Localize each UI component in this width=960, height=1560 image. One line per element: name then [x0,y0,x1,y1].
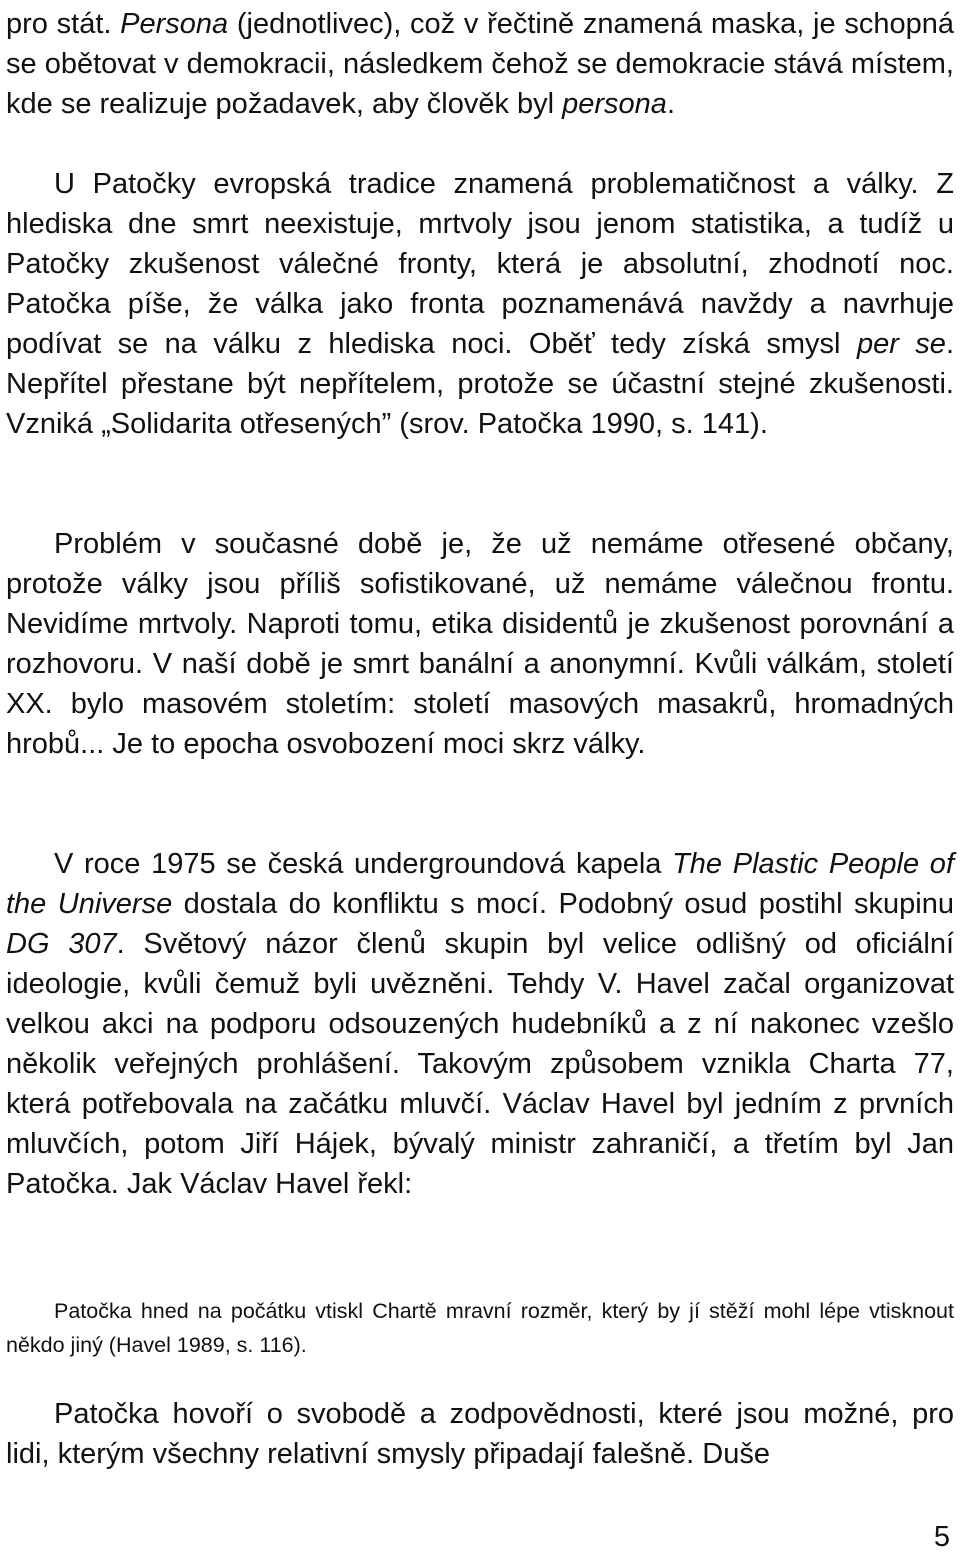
paragraph-4 [6,844,954,1204]
paragraph-closing: Patočka hovoří o svobodě a zodpovědnosti, které jsou možné, pro lidi, kterým všechny relativní smysly připadají falešně. Duše [6,1398,954,1470]
italic-term: Persona [120,8,229,40]
page-number: 5 [933,1521,950,1553]
text-run: V roce 1975 se česká undergroundová kapela [54,848,673,880]
text-run: . [666,88,676,120]
text-run: pro stát. [6,8,121,40]
text-run: (jednotlivec), což v řečtině znamená maska, je schopná se obětovat v demokracii, následkem čehož se demokracie stává místem, kde se realizuje požadavek, aby člověk byl [6,8,954,120]
text-run: U Patočky evropská tradice znamená problematičnost a války. Z hlediska dne smrt neexistuje, mrtvoly jsou jenom statistika, a tudíž u Patočky zkušenost válečné fronty, která je absolutní, zhodnotí noc. Patočka píše, že válka jako fronta poznamenává navždy a navrhuje podívat se na válku z hlediska noci. Oběť tedy získá smysl [6,168,954,360]
paragraph-1 [6,4,954,124]
italic-term: per se [856,328,946,360]
text-run: . Světový názor členů skupin byl velice odlišný od oficiální ideologie, kvůli čemuž byli uvězněni. Tehdy V. Havel začal organizovat velkou akci na podporu odsouzených hudebníků a z ní nakonec vzešlo několik veřejných prohlášení. Takovým způsobem vznikla Charta 77, která potřebovala na začátku mluvčí. Václav Havel byl jedním z prvních mluvčích, potom Jiří Hájek, bývalý ministr zahraničí, a třetím byl Jan Patočka. Jak Václav Havel řekl: [6,928,954,1200]
text-run: dostala do konfliktu s mocí. Podobný osud postihl skupinu [172,888,954,920]
text-run: . Nepřítel přestane být nepřítelem, protože se účastní stejné zkušenosti. Vzniká „Solidarita otřesených” (srov. Patočka 1990, s. 141). [6,328,954,440]
italic-term: The Plastic People of the Universe [6,848,954,920]
italic-term: DG 307 [6,928,117,960]
italic-term: persona [562,88,667,120]
paragraph-2 [6,164,954,444]
text-run: Problém v současné době je, že už nemáme otřesené občany, protože války jsou příliš sofistikované, už nemáme válečnou frontu. Nevidíme mrtvoly. Naproti tomu, etika disidentů je zkušenost porovnání a rozhovoru. V naší době je smrt banální a anonymní. Kvůli válkám, století XX. bylo masovém stoletím: století masových masakrů, hromadných hrobů... Je to epocha osvobození moci skrz války. [6,528,954,760]
paragraph-3 [6,524,954,764]
block-quote: Patočka hned na počátku vtiskl Chartě mravní rozměr, který by jí stěží mohl lépe vtisknout někdo jiný (Havel 1989, s. 116). [6,1299,954,1357]
